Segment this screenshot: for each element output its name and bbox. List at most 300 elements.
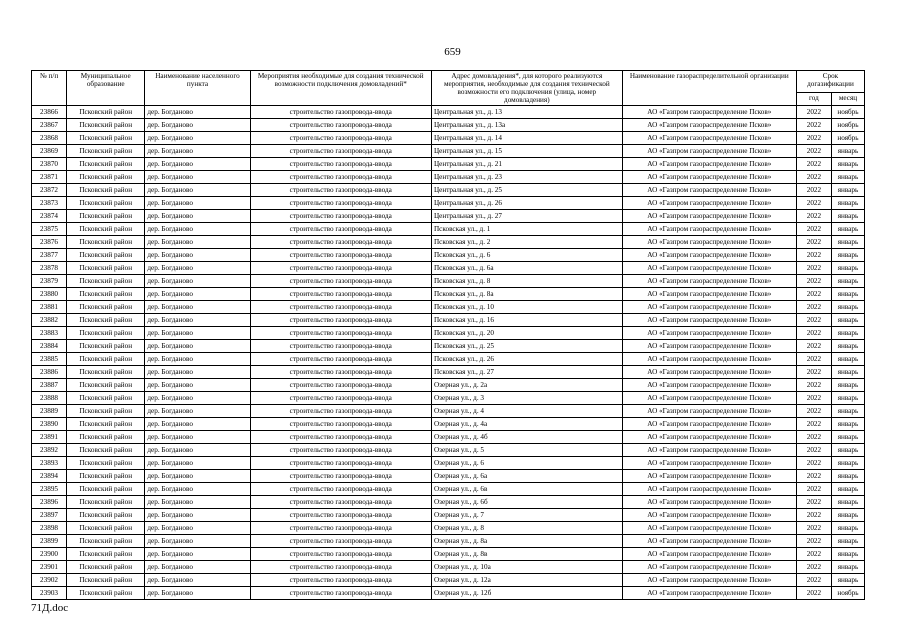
cell-year: 2022 <box>796 314 831 327</box>
cell-month: январь <box>831 158 864 171</box>
header-month: месяц <box>831 93 864 106</box>
table-row <box>32 171 865 184</box>
cell-district: Псковский район <box>67 574 145 587</box>
table-row <box>32 535 865 548</box>
cell-num: 23883 <box>32 327 67 340</box>
table-row <box>32 392 865 405</box>
cell-month: январь <box>831 197 864 210</box>
cell-num: 23902 <box>32 574 67 587</box>
cell-district: Псковский район <box>67 366 145 379</box>
cell-year: 2022 <box>796 379 831 392</box>
cell-settlement: дер. Богданово <box>145 457 250 470</box>
table-row <box>32 496 865 509</box>
cell-num: 23866 <box>32 106 67 119</box>
cell-action: строительство газопровода-ввода <box>250 249 431 262</box>
cell-num: 23884 <box>32 340 67 353</box>
cell-district: Псковский район <box>67 548 145 561</box>
cell-action: строительство газопровода-ввода <box>250 223 431 236</box>
cell-num: 23873 <box>32 197 67 210</box>
cell-address: Озерная ул., д. 5 <box>431 444 622 457</box>
cell-org: АО «Газпром газораспределение Псков» <box>622 574 796 587</box>
table-row <box>32 509 865 522</box>
cell-month: январь <box>831 548 864 561</box>
cell-action: строительство газопровода-ввода <box>250 106 431 119</box>
header-term: Срок догазификации <box>796 71 864 93</box>
cell-district: Псковский район <box>67 223 145 236</box>
cell-org: АО «Газпром газораспределение Псков» <box>622 457 796 470</box>
cell-org: АО «Газпром газораспределение Псков» <box>622 171 796 184</box>
cell-num: 23877 <box>32 249 67 262</box>
cell-month: ноябрь <box>831 132 864 145</box>
cell-year: 2022 <box>796 366 831 379</box>
cell-address: Озерная ул., д. 10а <box>431 561 622 574</box>
cell-year: 2022 <box>796 405 831 418</box>
cell-settlement: дер. Богданово <box>145 301 250 314</box>
cell-year: 2022 <box>796 509 831 522</box>
table-row <box>32 483 865 496</box>
cell-settlement: дер. Богданово <box>145 522 250 535</box>
table-row <box>32 327 865 340</box>
cell-year: 2022 <box>796 587 831 600</box>
cell-org: АО «Газпром газораспределение Псков» <box>622 249 796 262</box>
cell-district: Псковский район <box>67 314 145 327</box>
cell-district: Псковский район <box>67 405 145 418</box>
cell-address: Псковская ул., д. 20 <box>431 327 622 340</box>
cell-org: АО «Газпром газораспределение Псков» <box>622 327 796 340</box>
cell-num: 23885 <box>32 353 67 366</box>
table-row <box>32 444 865 457</box>
cell-district: Псковский район <box>67 457 145 470</box>
cell-address: Озерная ул., д. 4а <box>431 418 622 431</box>
cell-address: Псковская ул., д. 16 <box>431 314 622 327</box>
cell-org: АО «Газпром газораспределение Псков» <box>622 145 796 158</box>
cell-org: АО «Газпром газораспределение Псков» <box>622 431 796 444</box>
cell-org: АО «Газпром газораспределение Псков» <box>622 483 796 496</box>
cell-action: строительство газопровода-ввода <box>250 171 431 184</box>
cell-year: 2022 <box>796 444 831 457</box>
cell-month: январь <box>831 418 864 431</box>
cell-settlement: дер. Богданово <box>145 431 250 444</box>
cell-district: Псковский район <box>67 158 145 171</box>
cell-district: Псковский район <box>67 535 145 548</box>
cell-num: 23867 <box>32 119 67 132</box>
cell-org: АО «Газпром газораспределение Псков» <box>622 470 796 483</box>
cell-year: 2022 <box>796 327 831 340</box>
cell-action: строительство газопровода-ввода <box>250 262 431 275</box>
cell-num: 23870 <box>32 158 67 171</box>
cell-settlement: дер. Богданово <box>145 236 250 249</box>
cell-org: АО «Газпром газораспределение Псков» <box>622 587 796 600</box>
cell-year: 2022 <box>796 353 831 366</box>
cell-settlement: дер. Богданово <box>145 275 250 288</box>
table-row <box>32 431 865 444</box>
cell-address: Псковская ул., д. 26 <box>431 353 622 366</box>
cell-month: январь <box>831 184 864 197</box>
cell-settlement: дер. Богданово <box>145 418 250 431</box>
cell-num: 23880 <box>32 288 67 301</box>
cell-district: Псковский район <box>67 392 145 405</box>
cell-address: Псковская ул., д. 27 <box>431 366 622 379</box>
cell-year: 2022 <box>796 158 831 171</box>
table-row <box>32 184 865 197</box>
cell-month: январь <box>831 457 864 470</box>
cell-num: 23868 <box>32 132 67 145</box>
cell-settlement: дер. Богданово <box>145 483 250 496</box>
cell-num: 23875 <box>32 223 67 236</box>
cell-action: строительство газопровода-ввода <box>250 587 431 600</box>
cell-settlement: дер. Богданово <box>145 223 250 236</box>
cell-org: АО «Газпром газораспределение Псков» <box>622 561 796 574</box>
cell-num: 23898 <box>32 522 67 535</box>
cell-year: 2022 <box>796 340 831 353</box>
cell-org: АО «Газпром газораспределение Псков» <box>622 223 796 236</box>
cell-district: Псковский район <box>67 431 145 444</box>
cell-action: строительство газопровода-ввода <box>250 418 431 431</box>
cell-address: Псковская ул., д. 8 <box>431 275 622 288</box>
cell-settlement: дер. Богданово <box>145 314 250 327</box>
cell-month: январь <box>831 301 864 314</box>
cell-year: 2022 <box>796 236 831 249</box>
cell-year: 2022 <box>796 574 831 587</box>
cell-org: АО «Газпром газораспределение Псков» <box>622 522 796 535</box>
cell-action: строительство газопровода-ввода <box>250 275 431 288</box>
cell-month: ноябрь <box>831 119 864 132</box>
cell-year: 2022 <box>796 483 831 496</box>
table-row <box>32 548 865 561</box>
cell-action: строительство газопровода-ввода <box>250 470 431 483</box>
cell-address: Центральная ул., д. 15 <box>431 145 622 158</box>
cell-action: строительство газопровода-ввода <box>250 132 431 145</box>
cell-month: январь <box>831 314 864 327</box>
cell-month: январь <box>831 574 864 587</box>
cell-settlement: дер. Богданово <box>145 197 250 210</box>
cell-settlement: дер. Богданово <box>145 366 250 379</box>
document-filename: 71Д.doc <box>31 602 69 614</box>
cell-action: строительство газопровода-ввода <box>250 522 431 535</box>
cell-month: январь <box>831 496 864 509</box>
cell-action: строительство газопровода-ввода <box>250 457 431 470</box>
cell-district: Псковский район <box>67 444 145 457</box>
cell-settlement: дер. Богданово <box>145 379 250 392</box>
cell-address: Озерная ул., д. 7 <box>431 509 622 522</box>
cell-month: январь <box>831 275 864 288</box>
cell-num: 23886 <box>32 366 67 379</box>
cell-action: строительство газопровода-ввода <box>250 314 431 327</box>
cell-year: 2022 <box>796 210 831 223</box>
cell-settlement: дер. Богданово <box>145 132 250 145</box>
cell-month: январь <box>831 483 864 496</box>
cell-settlement: дер. Богданово <box>145 535 250 548</box>
cell-settlement: дер. Богданово <box>145 327 250 340</box>
header-district: Муниципальное образование <box>67 71 145 106</box>
table-row <box>32 418 865 431</box>
cell-action: строительство газопровода-ввода <box>250 210 431 223</box>
cell-month: январь <box>831 431 864 444</box>
cell-settlement: дер. Богданово <box>145 444 250 457</box>
cell-year: 2022 <box>796 197 831 210</box>
cell-month: январь <box>831 288 864 301</box>
cell-year: 2022 <box>796 548 831 561</box>
cell-address: Озерная ул., д. 3 <box>431 392 622 405</box>
header-action: Мероприятия необходимые для создания технической возможности подключения домовладений* <box>250 71 431 106</box>
cell-org: АО «Газпром газораспределение Псков» <box>622 314 796 327</box>
cell-month: январь <box>831 171 864 184</box>
header-num: № п/п <box>32 71 67 106</box>
cell-district: Псковский район <box>67 262 145 275</box>
cell-district: Псковский район <box>67 483 145 496</box>
cell-settlement: дер. Богданово <box>145 249 250 262</box>
cell-org: АО «Газпром газораспределение Псков» <box>622 340 796 353</box>
cell-address: Центральная ул., д. 26 <box>431 197 622 210</box>
cell-address: Озерная ул., д. 6а <box>431 470 622 483</box>
cell-org: АО «Газпром газораспределение Псков» <box>622 535 796 548</box>
cell-action: строительство газопровода-ввода <box>250 509 431 522</box>
cell-org: АО «Газпром газораспределение Псков» <box>622 197 796 210</box>
cell-action: строительство газопровода-ввода <box>250 236 431 249</box>
cell-district: Псковский район <box>67 288 145 301</box>
cell-address: Псковская ул., д. 8а <box>431 288 622 301</box>
cell-year: 2022 <box>796 288 831 301</box>
cell-num: 23888 <box>32 392 67 405</box>
cell-org: АО «Газпром газораспределение Псков» <box>622 353 796 366</box>
cell-address: Озерная ул., д. 2а <box>431 379 622 392</box>
cell-address: Центральная ул., д. 23 <box>431 171 622 184</box>
cell-district: Псковский район <box>67 418 145 431</box>
cell-action: строительство газопровода-ввода <box>250 392 431 405</box>
cell-year: 2022 <box>796 184 831 197</box>
table-row <box>32 587 865 600</box>
cell-num: 23893 <box>32 457 67 470</box>
cell-year: 2022 <box>796 171 831 184</box>
cell-month: январь <box>831 522 864 535</box>
table-row <box>32 522 865 535</box>
cell-num: 23887 <box>32 379 67 392</box>
cell-address: Центральная ул., д. 25 <box>431 184 622 197</box>
header-org: Наименование газораспределительной организации <box>622 71 796 106</box>
cell-year: 2022 <box>796 262 831 275</box>
cell-district: Псковский район <box>67 275 145 288</box>
cell-district: Псковский район <box>67 119 145 132</box>
cell-address: Озерная ул., д. 4б <box>431 431 622 444</box>
cell-org: АО «Газпром газораспределение Псков» <box>622 262 796 275</box>
cell-settlement: дер. Богданово <box>145 470 250 483</box>
table-row <box>32 366 865 379</box>
cell-org: АО «Газпром газораспределение Псков» <box>622 509 796 522</box>
cell-action: строительство газопровода-ввода <box>250 379 431 392</box>
cell-year: 2022 <box>796 275 831 288</box>
cell-district: Псковский район <box>67 496 145 509</box>
cell-org: АО «Газпром газораспределение Псков» <box>622 418 796 431</box>
cell-month: январь <box>831 249 864 262</box>
cell-district: Псковский район <box>67 340 145 353</box>
cell-month: январь <box>831 444 864 457</box>
cell-district: Псковский район <box>67 171 145 184</box>
cell-address: Озерная ул., д. 4 <box>431 405 622 418</box>
cell-org: АО «Газпром газораспределение Псков» <box>622 236 796 249</box>
cell-address: Озерная ул., д. 8 <box>431 522 622 535</box>
table-row <box>32 119 865 132</box>
cell-district: Псковский район <box>67 249 145 262</box>
cell-month: январь <box>831 353 864 366</box>
cell-address: Псковская ул., д. 6 <box>431 249 622 262</box>
cell-action: строительство газопровода-ввода <box>250 301 431 314</box>
cell-year: 2022 <box>796 561 831 574</box>
cell-action: строительство газопровода-ввода <box>250 340 431 353</box>
cell-action: строительство газопровода-ввода <box>250 366 431 379</box>
cell-org: АО «Газпром газораспределение Псков» <box>622 301 796 314</box>
cell-settlement: дер. Богданово <box>145 548 250 561</box>
cell-month: январь <box>831 340 864 353</box>
cell-address: Озерная ул., д. 6б <box>431 496 622 509</box>
cell-year: 2022 <box>796 418 831 431</box>
table-body <box>32 106 865 600</box>
table-row <box>32 106 865 119</box>
cell-org: АО «Газпром газораспределение Псков» <box>622 132 796 145</box>
cell-address: Озерная ул., д. 6в <box>431 483 622 496</box>
cell-month: январь <box>831 236 864 249</box>
cell-action: строительство газопровода-ввода <box>250 353 431 366</box>
cell-settlement: дер. Богданово <box>145 353 250 366</box>
cell-address: Центральная ул., д. 14 <box>431 132 622 145</box>
cell-year: 2022 <box>796 431 831 444</box>
cell-org: АО «Газпром газораспределение Псков» <box>622 158 796 171</box>
table-row <box>32 470 865 483</box>
cell-org: АО «Газпром газораспределение Псков» <box>622 119 796 132</box>
cell-settlement: дер. Богданово <box>145 106 250 119</box>
cell-month: январь <box>831 535 864 548</box>
cell-action: строительство газопровода-ввода <box>250 119 431 132</box>
cell-district: Псковский район <box>67 470 145 483</box>
cell-address: Озерная ул., д. 6 <box>431 457 622 470</box>
cell-year: 2022 <box>796 223 831 236</box>
cell-district: Псковский район <box>67 236 145 249</box>
cell-district: Псковский район <box>67 561 145 574</box>
cell-action: строительство газопровода-ввода <box>250 574 431 587</box>
cell-action: строительство газопровода-ввода <box>250 405 431 418</box>
table-row <box>32 301 865 314</box>
cell-year: 2022 <box>796 145 831 158</box>
cell-month: январь <box>831 470 864 483</box>
cell-district: Псковский район <box>67 353 145 366</box>
cell-num: 23878 <box>32 262 67 275</box>
cell-action: строительство газопровода-ввода <box>250 288 431 301</box>
cell-settlement: дер. Богданово <box>145 561 250 574</box>
cell-settlement: дер. Богданово <box>145 119 250 132</box>
cell-org: АО «Газпром газораспределение Псков» <box>622 288 796 301</box>
cell-year: 2022 <box>796 457 831 470</box>
cell-action: строительство газопровода-ввода <box>250 145 431 158</box>
cell-district: Псковский район <box>67 522 145 535</box>
cell-action: строительство газопровода-ввода <box>250 197 431 210</box>
cell-year: 2022 <box>796 496 831 509</box>
cell-num: 23895 <box>32 483 67 496</box>
table-row <box>32 158 865 171</box>
cell-num: 23876 <box>32 236 67 249</box>
cell-settlement: дер. Богданово <box>145 171 250 184</box>
cell-year: 2022 <box>796 522 831 535</box>
table-row <box>32 379 865 392</box>
cell-month: январь <box>831 262 864 275</box>
cell-org: АО «Газпром газораспределение Псков» <box>622 496 796 509</box>
cell-address: Центральная ул., д. 27 <box>431 210 622 223</box>
cell-district: Псковский район <box>67 587 145 600</box>
cell-year: 2022 <box>796 249 831 262</box>
cell-district: Псковский район <box>67 132 145 145</box>
cell-district: Псковский район <box>67 327 145 340</box>
cell-num: 23900 <box>32 548 67 561</box>
table-row <box>32 132 865 145</box>
cell-org: АО «Газпром газораспределение Псков» <box>622 106 796 119</box>
cell-num: 23899 <box>32 535 67 548</box>
cell-num: 23881 <box>32 301 67 314</box>
cell-org: АО «Газпром газораспределение Псков» <box>622 275 796 288</box>
table-row <box>32 249 865 262</box>
table-row <box>32 223 865 236</box>
cell-address: Псковская ул., д. 10 <box>431 301 622 314</box>
cell-address: Озерная ул., д. 8а <box>431 535 622 548</box>
header-year: год <box>796 93 831 106</box>
table-header <box>32 71 865 106</box>
table-row <box>32 262 865 275</box>
header-settlement: Наименование населенного пункта <box>145 71 250 106</box>
page-number: 659 <box>444 46 461 58</box>
cell-num: 23896 <box>32 496 67 509</box>
cell-district: Псковский район <box>67 509 145 522</box>
cell-settlement: дер. Богданово <box>145 587 250 600</box>
cell-address: Озерная ул., д. 12а <box>431 574 622 587</box>
cell-year: 2022 <box>796 301 831 314</box>
cell-org: АО «Газпром газораспределение Псков» <box>622 405 796 418</box>
cell-settlement: дер. Богданово <box>145 158 250 171</box>
cell-year: 2022 <box>796 535 831 548</box>
cell-settlement: дер. Богданово <box>145 340 250 353</box>
cell-settlement: дер. Богданово <box>145 509 250 522</box>
table-row <box>32 145 865 158</box>
table-row <box>32 314 865 327</box>
cell-num: 23892 <box>32 444 67 457</box>
cell-num: 23872 <box>32 184 67 197</box>
cell-district: Псковский район <box>67 106 145 119</box>
cell-year: 2022 <box>796 132 831 145</box>
table-row <box>32 340 865 353</box>
cell-org: АО «Газпром газораспределение Псков» <box>622 366 796 379</box>
cell-action: строительство газопровода-ввода <box>250 561 431 574</box>
cell-month: январь <box>831 223 864 236</box>
cell-district: Псковский район <box>67 145 145 158</box>
cell-district: Псковский район <box>67 301 145 314</box>
cell-num: 23869 <box>32 145 67 158</box>
cell-address: Центральная ул., д. 21 <box>431 158 622 171</box>
cell-month: январь <box>831 145 864 158</box>
table-row <box>32 275 865 288</box>
cell-action: строительство газопровода-ввода <box>250 184 431 197</box>
cell-month: январь <box>831 366 864 379</box>
table-row <box>32 574 865 587</box>
table-row <box>32 561 865 574</box>
cell-address: Озерная ул., д. 12б <box>431 587 622 600</box>
cell-address: Озерная ул., д. 8в <box>431 548 622 561</box>
cell-district: Псковский район <box>67 184 145 197</box>
table-row <box>32 210 865 223</box>
table-row <box>32 457 865 470</box>
cell-num: 23901 <box>32 561 67 574</box>
cell-num: 23889 <box>32 405 67 418</box>
cell-month: январь <box>831 379 864 392</box>
cell-num: 23890 <box>32 418 67 431</box>
cell-org: АО «Газпром газораспределение Псков» <box>622 379 796 392</box>
cell-address: Псковская ул., д. 25 <box>431 340 622 353</box>
cell-month: ноябрь <box>831 587 864 600</box>
